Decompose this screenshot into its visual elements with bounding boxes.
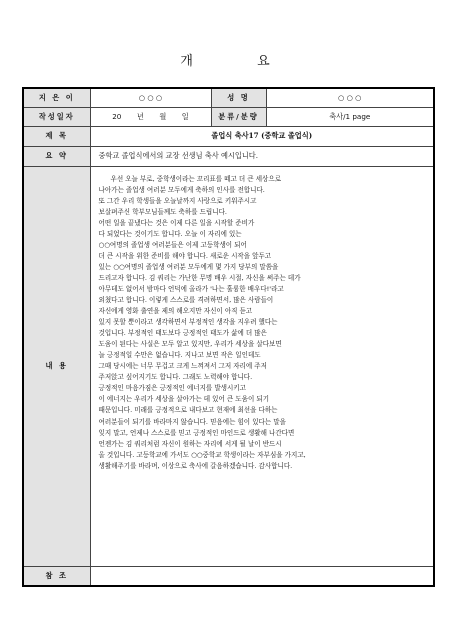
date-month-unit: 월	[159, 111, 167, 121]
summary-label: 요 약	[23, 146, 90, 166]
summary-value: 중학교 졸업식에서의 교장 선생님 축사 예시입니다.	[90, 146, 434, 166]
content-line: 이 에너지는 우리가 세상을 살아가는 데 있어 큰 도움이 되기	[98, 395, 270, 404]
page-title: 개 요	[180, 54, 300, 69]
content-label: 내 용	[23, 166, 90, 566]
date-year: 20	[112, 111, 122, 121]
date-value	[90, 107, 211, 126]
content-line: 긍정적인 마음가짐은 긍정적인 에너지를 발생시키고	[98, 384, 246, 393]
subject-label: 제 목	[23, 126, 90, 146]
reference-label: 참 조	[23, 566, 90, 586]
date-day-unit: 일	[181, 111, 189, 121]
writer-label: 지 은 이	[23, 88, 90, 107]
content-line: 도움이 된다는 사실은 모두 알고 있지만, 우리가 세상을 살다보면	[98, 340, 282, 349]
content-line: 우선 오늘 부로, 중학생이라는 꼬리표를 떼고 더 큰 세상으로	[110, 174, 282, 183]
content-body	[90, 166, 434, 566]
content-line: 여러분들이 되기를 바라마지 않습니다. 믿음에는 힘이 있다는 말을	[98, 417, 286, 426]
content-line: 아무데도 없어서 밤마다 언덕에 올라가 '나는 훌륭한 배우다!'라고	[98, 284, 284, 293]
content-line: 잊지 말고, 언제나 스스로를 믿고 긍정적인 마인드로 생활해 나간다면	[98, 428, 295, 437]
content-line: 또 그간 우리 학생들을 오늘날까지 사랑으로 키워주시고	[98, 196, 257, 205]
subject-value: 졸업식 축사17 (중학교 졸업식)	[90, 126, 434, 146]
content-line: 언젠가는 김 쿼리처럼 자신이 원하는 자리에 서게 될 날이 반드시	[98, 439, 282, 448]
name-label: 성 명	[211, 88, 266, 107]
content-line: 어떤 일을 끝냈다는 것은 이제 다른 일을 시작할 준비가	[98, 218, 255, 227]
content-line: 것입니다. 부정적인 태도보다 긍정적인 태도가 삶에 더 많은	[98, 329, 267, 338]
content-line: 그때 당시에는 너무 무겁고 크게 느껴져서 그저 자리에 주저	[98, 362, 267, 371]
content-line: 때문입니다. 미래를 긍정적으로 내다보고 현재에 최선을 다하는	[98, 406, 278, 415]
content-line: 나아가는 졸업생 여러분 모두에게 축하의 인사를 전합니다.	[98, 185, 265, 194]
content-line: 있지 못할 뿐이라고 생각하면서 부정적인 생각을 지우려 했다는	[98, 318, 278, 327]
category-label: 분류/분량	[211, 107, 266, 126]
overview-form	[22, 87, 435, 587]
content-line: 보살펴주신 학부모님들께도 축하를 드립니다.	[98, 207, 227, 216]
content-line: 있는 ○○여명의 졸업생 여러분 모두에게 몇 가지 당부의 말씀을	[98, 262, 279, 271]
date-year-unit: 년	[136, 111, 144, 121]
category-value: 축사/1 page	[266, 107, 434, 126]
content-line: 더 큰 시작을 위한 준비를 해야 합니다. 새로운 시작을 앞두고	[98, 251, 272, 260]
content-line: 생활해주기를 바라며, 이상으로 축사에 갈음하겠습니다. 감사합니다.	[98, 461, 293, 470]
content-line: ○○여명의 졸업생 여러분들은 이제 고등학생이 되어	[98, 240, 247, 249]
reference-value	[90, 566, 434, 586]
content-line: 자신에게 영화 출연을 제의 해오지만 자신이 아직 듣고	[98, 307, 253, 316]
writer-value: ○ ○ ○	[90, 88, 211, 107]
content-line: 늘 긍정적일 수만은 없습니다. 지나고 보면 작은 일인데도	[98, 351, 261, 360]
content-line: 외쳤다고 합니다. 이렇게 스스로를 격려하면서, 많은 사람들이	[98, 296, 274, 305]
content-line: 드리고자 합니다. 김 쿼리는 가난한 무명 배우 시절, 자신을 써주는 데가	[98, 273, 301, 282]
date-label: 작성일자	[23, 107, 90, 126]
content-line: 다 되었다는 것이기도 합니다. 오늘 이 자리에 있는	[98, 229, 242, 238]
content-line: 주저앉고 싶어지기도 합니다. 그래도 노력해야 합니다.	[98, 373, 253, 382]
content-text	[91, 167, 434, 476]
content-line: 올 것입니다. 고등학교에 가서도 ○○중학교 학생이라는 자부심을 가지고,	[98, 450, 306, 459]
name-value: ○ ○ ○	[266, 88, 434, 107]
